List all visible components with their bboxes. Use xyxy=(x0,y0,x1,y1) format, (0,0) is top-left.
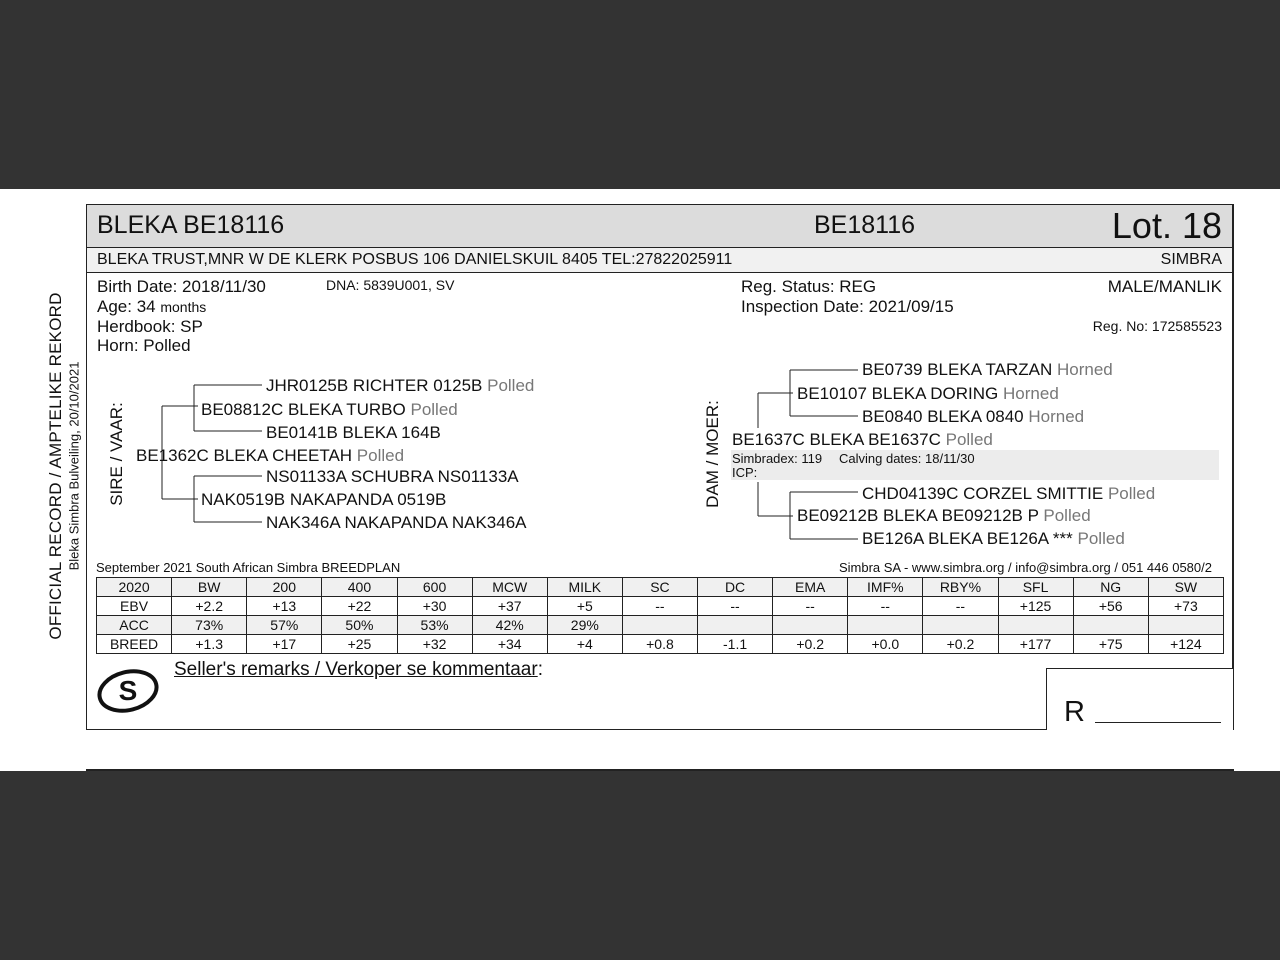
breedplan-cell: +2.2 xyxy=(172,597,247,616)
breedplan-cell: 29% xyxy=(547,616,622,635)
pedigree-sss xyxy=(266,376,534,396)
pedigree-ddd xyxy=(862,529,1125,549)
pedigree-name: BE09212B BLEKA BE09212B P xyxy=(797,506,1039,525)
pedigree-name: BE1362C BLEKA CHEETAH xyxy=(136,446,353,465)
breedplan-cell xyxy=(998,616,1073,635)
pedigree-horn: Horned xyxy=(1056,360,1113,379)
breedplan-cell: DC xyxy=(698,578,773,597)
pedigree-dds xyxy=(862,484,1155,504)
pedigree-ds xyxy=(797,384,1059,404)
pedigree-ss xyxy=(201,400,458,420)
breedplan-cell: +13 xyxy=(247,597,322,616)
price-input-line[interactable] xyxy=(1095,722,1221,723)
breedplan-cell: IMF% xyxy=(848,578,923,597)
breedplan-cell: 200 xyxy=(247,578,322,597)
breed-label: SIMBRA xyxy=(1160,251,1222,268)
breedplan-cell: +34 xyxy=(472,635,547,654)
pedigree-name: BE1637C BLEKA BE1637C xyxy=(732,430,941,449)
sex-label: MALE/MANLIK xyxy=(1107,277,1222,296)
remarks-colon: : xyxy=(537,659,543,680)
pedigree-dsd xyxy=(862,407,1084,427)
pedigree-horn: Polled xyxy=(487,376,535,395)
remarks-heading xyxy=(174,659,543,681)
pedigree-name: BE10107 BLEKA DORING xyxy=(797,384,999,403)
breedplan-cell: -- xyxy=(923,597,998,616)
breedplan-cell xyxy=(1073,616,1148,635)
breedplan-cell: +73 xyxy=(1148,597,1223,616)
pedigree-name: JHR0125B RICHTER 0125B xyxy=(266,376,483,395)
inspection-date: Inspection Date: 2021/09/15 xyxy=(741,297,954,316)
breedplan-cell: RBY% xyxy=(923,578,998,597)
breedplan-cell: +5 xyxy=(547,597,622,616)
breedplan-row xyxy=(97,616,1224,635)
pedigree-name: BE0141B BLEKA 164B xyxy=(266,423,441,442)
breedplan-cell: NG xyxy=(1073,578,1148,597)
pedigree-sd xyxy=(201,490,446,510)
dna-info: DNA: 5839U001, SV xyxy=(326,277,455,293)
breedplan-cell: 400 xyxy=(322,578,397,597)
breedplan-cell: 42% xyxy=(472,616,547,635)
horn-status: Horn: Polled xyxy=(97,336,191,355)
breedplan-table xyxy=(96,577,1224,654)
pedigree-name: NAK346A NAKAPANDA NAK346A xyxy=(266,513,527,532)
breedplan-cell: 600 xyxy=(397,578,472,597)
breedplan-cell: +125 xyxy=(998,597,1073,616)
breedplan-cell: BW xyxy=(172,578,247,597)
card-bottom-line xyxy=(86,769,1234,771)
pedigree-dd xyxy=(797,506,1091,526)
breedplan-cell: -- xyxy=(773,597,848,616)
breedplan-cell: 2020 xyxy=(97,578,172,597)
breedplan-contact: Simbra SA - www.simbra.org / info@simbra.org / 051 446 0580/2 xyxy=(838,560,1212,575)
breedplan-cell: 73% xyxy=(172,616,247,635)
breedplan-cell: MCW xyxy=(472,578,547,597)
simbra-logo-icon xyxy=(96,664,160,716)
pedigree-horn: Polled xyxy=(945,430,993,449)
herdbook: Herdbook: SP xyxy=(97,317,203,336)
breedplan-cell: SC xyxy=(622,578,697,597)
animal-id: BE18116 xyxy=(814,211,916,239)
pedigree-horn: Polled xyxy=(1077,529,1125,548)
pedigree-ssd xyxy=(266,423,441,443)
price-symbol: R xyxy=(1064,696,1085,728)
lot-number: Lot. 18 xyxy=(1111,205,1222,246)
pedigree-horn: Polled xyxy=(1107,484,1156,503)
breedplan-cell xyxy=(773,616,848,635)
age-unit: months xyxy=(160,299,207,315)
breedplan-cell: +75 xyxy=(1073,635,1148,654)
breedplan-cell xyxy=(1148,616,1223,635)
breedplan-cell: -- xyxy=(848,597,923,616)
pedigree-name: NS01133A SCHUBRA NS01133A xyxy=(266,467,519,486)
breedplan-cell: +30 xyxy=(397,597,472,616)
breedplan-cell xyxy=(622,616,697,635)
pedigree-name: BE0840 BLEKA 0840 xyxy=(862,407,1024,426)
pedigree-horn: Polled xyxy=(410,400,458,419)
pedigree-horn: Horned xyxy=(1028,407,1085,426)
dam-label: DAM / MOER: xyxy=(703,400,722,508)
pedigree-horn: Polled xyxy=(1043,506,1091,525)
breedplan-cell: +0.0 xyxy=(848,635,923,654)
breedplan-cell xyxy=(923,616,998,635)
pedigree-sdd xyxy=(266,513,527,533)
remarks-label: Seller's remarks / Verkoper se kommentaar xyxy=(174,659,538,680)
breedplan-cell: +22 xyxy=(322,597,397,616)
pedigree-name: BE08812C BLEKA TURBO xyxy=(201,400,406,419)
breedplan-cell: +177 xyxy=(998,635,1073,654)
age-value: Age: 34 xyxy=(97,297,156,316)
breedplan-cell: +1.3 xyxy=(172,635,247,654)
svg-text:S: S xyxy=(118,675,138,706)
calving-dates: Calving dates: 18/11/30 xyxy=(839,451,975,466)
breedplan-cell: EMA xyxy=(773,578,848,597)
pedigree-horn: Polled xyxy=(356,446,405,465)
breedplan-cell: -- xyxy=(698,597,773,616)
official-record-label: OFFICIAL RECORD / AMPTELIKE REKORD xyxy=(46,292,65,640)
breedplan-cell: MILK xyxy=(547,578,622,597)
breedplan-cell: +0.8 xyxy=(622,635,697,654)
breedplan-row xyxy=(97,578,1224,597)
reg-number: Reg. No: 172585523 xyxy=(1092,318,1222,334)
breedplan-cell: +0.2 xyxy=(773,635,848,654)
pedigree-horn: Horned xyxy=(1003,384,1059,403)
breedplan-cell: 57% xyxy=(247,616,322,635)
breedplan-cell: +4 xyxy=(547,635,622,654)
simbradex: Simbradex: 119 xyxy=(732,451,823,466)
breedplan-cell: SW xyxy=(1148,578,1223,597)
breedplan-row xyxy=(97,597,1224,616)
breedplan-cell: SFL xyxy=(998,578,1073,597)
breedplan-cell: +17 xyxy=(247,635,322,654)
sire-label: SIRE / VAAR: xyxy=(107,402,126,506)
breedplan-cell: EBV xyxy=(97,597,172,616)
reg-status: Reg. Status: REG xyxy=(741,277,877,296)
auction-label: Bleka Simbra Bulveiling, 20/10/2021 xyxy=(66,361,82,571)
owner-info: BLEKA TRUST,MNR W DE KLERK POSBUS 106 DANIELSKUIL 8405 TEL:27822025911 xyxy=(97,251,733,268)
breedplan-cell: +32 xyxy=(397,635,472,654)
pedigree-name: BE126A BLEKA BE126A *** xyxy=(862,529,1073,548)
breedplan-cell: +37 xyxy=(472,597,547,616)
icp: ICP: xyxy=(732,465,758,480)
breedplan-cell xyxy=(698,616,773,635)
pedigree-dam xyxy=(732,430,993,450)
pedigree-name: CHD04139C CORZEL SMITTIE xyxy=(862,484,1104,503)
breedplan-cell: ACC xyxy=(97,616,172,635)
breedplan-cell: 50% xyxy=(322,616,397,635)
pedigree-sds xyxy=(266,467,519,487)
breedplan-cell: BREED xyxy=(97,635,172,654)
pedigree-dss xyxy=(862,360,1113,380)
breedplan-cell: 53% xyxy=(397,616,472,635)
breedplan-cell xyxy=(848,616,923,635)
breedplan-cell: +25 xyxy=(322,635,397,654)
pedigree-name: NAK0519B NAKAPANDA 0519B xyxy=(201,490,447,509)
birth-date: Birth Date: 2018/11/30 xyxy=(97,277,266,296)
pedigree-sire xyxy=(136,446,404,466)
breedplan-row xyxy=(97,635,1224,654)
breedplan-cell: -1.1 xyxy=(698,635,773,654)
animal-name: BLEKA BE18116 xyxy=(97,211,285,239)
pedigree-name: BE0739 BLEKA TARZAN xyxy=(862,360,1053,379)
breedplan-cell: -- xyxy=(622,597,697,616)
breedplan-cell: +56 xyxy=(1073,597,1148,616)
breedplan-title: September 2021 South African Simbra BREEDPLAN xyxy=(96,560,401,575)
breedplan-cell: +124 xyxy=(1148,635,1223,654)
breedplan-cell: +0.2 xyxy=(923,635,998,654)
